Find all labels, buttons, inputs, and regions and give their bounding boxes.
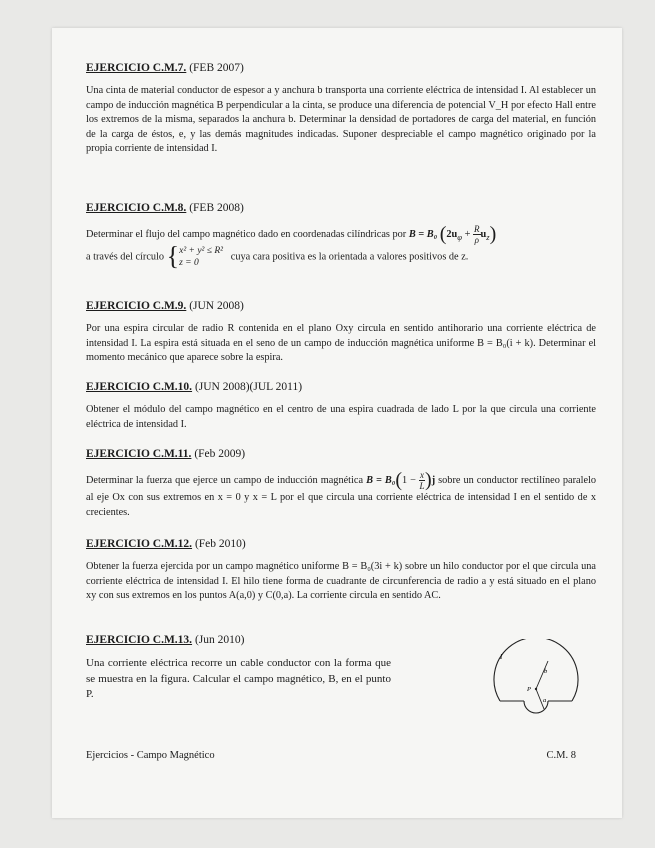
exercise-cm9: [86, 300, 596, 366]
outer-arc: [494, 639, 578, 701]
exercise-text-part: Determinar la fuerza que ejerce un campo de inducción magnética: [86, 474, 364, 486]
figure-label-i: I: [500, 653, 503, 661]
formula-plus: +: [464, 228, 471, 240]
exercise-heading: [86, 62, 596, 74]
figure-label-b: b: [544, 668, 548, 675]
exercise-date: (Jun 2010): [194, 634, 245, 646]
paren-close: ): [489, 223, 497, 246]
system-line: z = 0: [179, 258, 199, 268]
exercise-date: (FEB 2007): [189, 62, 244, 74]
exercise-text-part: sobre un conductor rectilíneo paralelo al eje Ox con sus extremos en x = 0 y x = L por el que circula una corriente eléctrica de intensidad I en el sentido de x crecientes.: [86, 474, 597, 518]
figure-label-p: P: [527, 686, 531, 693]
exercise-cm12: [86, 538, 596, 604]
system-line: x² + y² ≤ R²: [179, 246, 224, 256]
formula-sub-a: φ: [457, 231, 463, 242]
point-p: [535, 688, 537, 690]
exercise-cm8: [86, 202, 596, 269]
exercise-code: EJERCICIO C.M.13.: [86, 634, 193, 646]
exercise-code: EJERCICIO C.M.11.: [86, 448, 192, 460]
exercise-text: Obtener el módulo del campo magnético en el centro de una espira cuadrada de lado L por la que circula una corriente eléctrica de intensidad I.: [86, 404, 596, 430]
exercise-heading: [86, 300, 596, 312]
formula-fraction: [473, 224, 481, 245]
formula-lhs: B = B₀: [408, 228, 438, 240]
footer-page-number: C.M. 8: [546, 750, 576, 761]
fraction-denominator: L: [419, 481, 425, 491]
formula-one: 1 −: [402, 474, 416, 486]
conductor-figure: [486, 639, 586, 739]
paren-open: (: [395, 469, 402, 492]
exercise-text: Obtener la fuerza ejercida por un campo magnético uniforme B = B₀(3i + k) sobre un hilo conductor por el que circula una corriente eléctrica de intensidad I. El hilo tiene forma de cuadrante de circunferencia de radio a y está situado en el plano xy con sus extremos en los puntos A(a,0) y C(0,a). La corriente circula en sentido AC.: [86, 561, 596, 602]
exercise-text: Una cinta de material conductor de espesor a y anchura b transporta una corriente eléctrica de intensidad I. Al establecer un campo de inducción magnética B perpendicular a la cinta, se produce una diferencia de potencial V_H por efecto Hall entre los extremos de la misma, separados la anchura b. Determinar la densidad de portadores de carga del material, en función de la carga de éstos, e, y las demás magnitudes indicadas. Suponer despreciable el campo magnético originado por la propia corriente de intensidad I.: [86, 85, 596, 155]
exercise-text: Por una espira circular de radio R contenida en el plano Oxy circula en sentido antihorario una corriente eléctrica de intensidad I. La espira está situada en el seno de un campo de inducción magnética uniforme B = B₀(i + k). Determinar el momento mecánico que aparece sobre la espira.: [86, 323, 596, 364]
figure-label-a: a: [543, 697, 547, 704]
exercise-cm10: [86, 381, 596, 432]
exercise-cm7: [86, 62, 596, 157]
paren-open: (: [439, 223, 447, 246]
radius-b-line: [536, 661, 548, 689]
exercise-text: Una corriente eléctrica recorre un cable conductor con la forma que se muestra en la figura. Calcular el campo magnético, B, en el punto P.: [86, 657, 391, 700]
formula-lhs: B = B₀: [366, 474, 396, 486]
exercise-date: (JUN 2008): [189, 300, 244, 312]
paren-close: ): [425, 469, 432, 492]
page-footer: [86, 750, 596, 761]
system-brace: {: [166, 241, 180, 271]
exercise-heading: [86, 202, 596, 214]
footer-left: Ejercicios - Campo Magnético: [86, 750, 215, 761]
exercise-cm13: [86, 634, 596, 703]
exercise-text-part: cuya cara positiva es la orientada a valores positivos de z.: [230, 251, 469, 263]
exercise-text-part: Determinar el flujo del campo magnético dado en coordenadas cilíndricas por: [86, 228, 407, 240]
exercise-heading: [86, 448, 596, 460]
exercise-date: (FEB 2008): [189, 202, 244, 214]
exercise-date: (Feb 2010): [194, 538, 246, 550]
exercise-code: EJERCICIO C.M.9.: [86, 300, 187, 312]
equation-system: [179, 245, 223, 269]
exercise-heading: [86, 538, 596, 550]
formula-sub-b: z: [486, 231, 490, 242]
exercise-code: EJERCICIO C.M.12.: [86, 538, 193, 550]
exercise-heading: [86, 381, 596, 393]
fraction-denominator: ρ: [474, 235, 479, 245]
document-page: [52, 28, 622, 818]
exercise-code: EJERCICIO C.M.10.: [86, 381, 193, 393]
fraction-numerator: R: [474, 224, 480, 234]
exercise-date: (Feb 2009): [194, 448, 246, 460]
exercise-text: [86, 224, 596, 269]
formula-j: j: [431, 474, 436, 486]
formula-term-b: u: [480, 228, 487, 240]
fraction-numerator: x: [420, 470, 425, 480]
exercise-cm11: [86, 448, 596, 520]
exercise-code: EJERCICIO C.M.7.: [86, 62, 187, 74]
exercise-text-part: a través del círculo: [86, 251, 165, 263]
exercise-text: [86, 470, 596, 520]
exercise-code: EJERCICIO C.M.8.: [86, 202, 187, 214]
exercise-date: (JUN 2008)(JUL 2011): [194, 381, 303, 393]
formula-term-a: 2u: [446, 228, 458, 240]
